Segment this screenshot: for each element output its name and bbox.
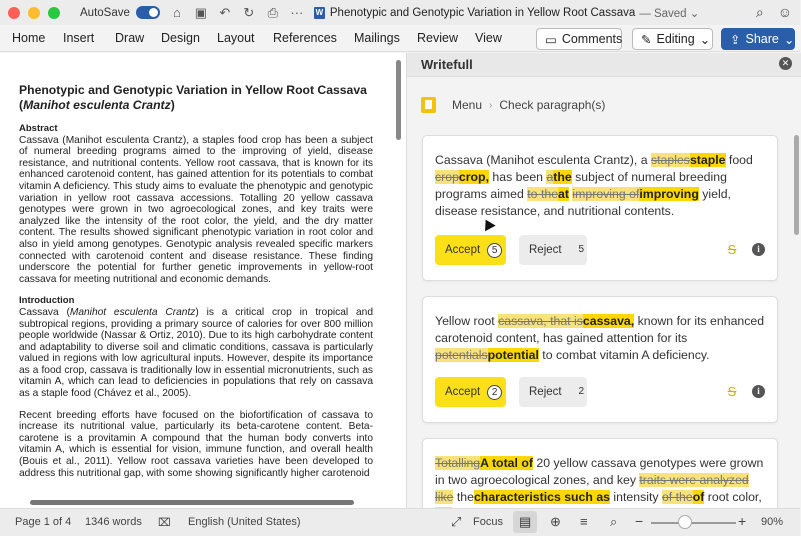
tab-draw[interactable]: Draw	[115, 31, 145, 45]
share-label: Share	[745, 32, 779, 46]
minimize-window-button[interactable]	[28, 7, 40, 19]
unchanged-text: the	[453, 490, 474, 504]
reject-count: 5	[578, 243, 585, 255]
unchanged-text: intensity	[610, 490, 662, 504]
autosave-toggle[interactable]	[136, 6, 160, 19]
accept-label: Accept	[445, 386, 481, 398]
inserted-text[interactable]: A total of	[480, 456, 533, 470]
unchanged-text: subject of numeral breeding programs aimed	[435, 170, 727, 201]
inserted-text[interactable]: the	[553, 170, 572, 184]
suggestion-text[interactable]	[435, 152, 767, 220]
window-controls	[8, 7, 60, 19]
menu-link[interactable]: Menu	[452, 98, 483, 112]
writefull-pane	[406, 53, 800, 508]
chevron-down-icon: ⌄	[699, 32, 711, 47]
deleted-text[interactable]: of the	[661, 490, 693, 504]
unchanged-text: yield, disease resistance, and nutritional contents.	[435, 187, 731, 218]
draft-icon[interactable]: ⌕	[610, 514, 618, 529]
share-button[interactable]	[721, 28, 795, 50]
strikethrough-icon[interactable]: S	[727, 242, 737, 257]
tab-view[interactable]: View	[475, 31, 502, 45]
language-label[interactable]: English (United States)	[188, 516, 301, 528]
reject-count: 2	[578, 385, 585, 397]
info-icon[interactable]: i	[752, 385, 765, 398]
tab-review[interactable]: Review	[417, 31, 458, 45]
accept-label: Accept	[445, 244, 481, 256]
tab-mailings[interactable]: Mailings	[354, 31, 400, 45]
writefull-header	[407, 53, 801, 77]
reject-label: Reject	[529, 386, 562, 398]
zoom-in-icon[interactable]: +	[738, 513, 747, 529]
redo-icon[interactable]: ↻	[243, 4, 255, 20]
inserted-text[interactable]: cassava,	[582, 314, 635, 328]
undo-icon[interactable]: ↶	[219, 4, 231, 20]
reject-label: Reject	[529, 244, 562, 256]
document-heading: Phenotypic and Genotypic Variation in Yellow Root Cassava (Manihot esculenta Crantz)	[19, 83, 367, 112]
save-icon[interactable]: ▣	[194, 4, 208, 20]
info-icon[interactable]: i	[752, 243, 765, 256]
title-bar	[0, 0, 800, 25]
unchanged-text: food	[725, 153, 753, 167]
accept-count: 5	[487, 243, 502, 258]
word-count[interactable]: 1346 words	[85, 516, 142, 528]
tab-insert[interactable]: Insert	[63, 31, 95, 45]
suggestion-card-1[interactable]	[422, 135, 778, 281]
inserted-text[interactable]: potential	[487, 348, 539, 362]
accept-button[interactable]	[435, 235, 506, 265]
writefull-title: Writefull	[421, 57, 473, 72]
inserted-text[interactable]: of	[692, 490, 705, 504]
document-canvas[interactable]	[0, 53, 406, 508]
accept-button[interactable]	[435, 377, 506, 407]
focus-icon[interactable]: ⤢	[451, 514, 462, 529]
reject-button[interactable]	[519, 235, 587, 265]
page-count[interactable]: Page 1 of 4	[15, 516, 72, 528]
abstract-heading: Abstract	[19, 123, 58, 134]
writefull-logo-icon	[421, 97, 436, 113]
print-layout-button[interactable]	[513, 511, 537, 533]
web-layout-icon[interactable]: ⊕	[550, 514, 561, 529]
inserted-text[interactable]: crop,	[458, 170, 489, 184]
print-layout-icon: ▤	[519, 514, 532, 529]
comment-icon: ▭	[545, 32, 557, 47]
unchanged-text: Cassava (Manihot esculenta Crantz), a	[435, 153, 651, 167]
search-icon[interactable]: ⌕	[755, 4, 764, 20]
document-horizontal-scrollbar[interactable]	[30, 500, 354, 505]
deleted-text[interactable]: traits were analyzed like	[435, 473, 749, 504]
pencil-icon: ✎	[641, 32, 652, 47]
strikethrough-icon[interactable]: S	[727, 384, 737, 399]
focus-label[interactable]: Focus	[473, 516, 503, 528]
share-icon: ⇪	[730, 32, 741, 47]
document-vertical-scrollbar[interactable]	[396, 60, 401, 140]
tab-references[interactable]: References	[273, 31, 337, 45]
zoom-out-icon[interactable]: −	[635, 513, 644, 529]
unchanged-text: 20 yellow cassava genotypes were grown in two agroecological zones, and key	[435, 456, 764, 487]
chevron-down-icon: ⌄	[783, 32, 795, 47]
intro-paragraph-1: Cassava (Manihot esculenta Crantz) is a critical crop in tropical and subtropical regions, providing a primary source of calories for over 800 million people worldwide (Nassar & Ortiz, 2010). Due to its high carbohydrate content and adaptability to diverse soil and climatic conditions, cassava is particularly valued in regions with low agricultural inputs. However, despite its importance as a food crop, cassava is traditionally low in essential micronutrients, such as vitamin A, which can lead to deficiencies in populations that rely on cassava as a staple food (Chávez et al., 2005).	[19, 306, 374, 400]
deleted-text[interactable]: to the	[527, 187, 559, 201]
feedback-icon[interactable]: ☺	[777, 4, 792, 20]
autosave-label: AutoSave	[80, 6, 130, 19]
close-icon[interactable]: ✕	[779, 57, 792, 70]
deleted-text[interactable]: improving of	[572, 187, 640, 201]
accept-count: 2	[487, 385, 502, 400]
proofing-icon[interactable]: ⌧	[158, 517, 171, 529]
unchanged-text: Yellow root	[435, 314, 499, 328]
breadcrumb-separator: ›	[489, 99, 493, 111]
document-title[interactable]: Phenotypic and Genotypic Variation in Yellow Root Cassava	[329, 6, 636, 19]
deleted-text[interactable]: cassava, that is	[498, 314, 583, 328]
more-icon[interactable]: ···	[290, 5, 304, 20]
unchanged-text: root color,	[704, 490, 762, 504]
intro-heading: Introduction	[19, 295, 75, 307]
saved-status[interactable]: — Saved ⌄	[639, 7, 700, 20]
deleted-text[interactable]: a	[546, 170, 554, 184]
zoom-window-button[interactable]	[48, 7, 60, 19]
unchanged-text: known for its enhanced carotenoid content, has gained attention for its	[435, 314, 765, 345]
suggestion-card-2[interactable]	[422, 296, 778, 423]
comments-label: Comments	[561, 32, 623, 46]
word-doc-icon: W	[315, 7, 324, 17]
check-paragraphs-label: Check paragraph(s)	[499, 98, 606, 112]
unchanged-text: has been	[489, 170, 547, 184]
inserted-text[interactable]: improving	[639, 187, 699, 201]
status-bar	[0, 508, 800, 536]
unchanged-text: to combat vitamin A deficiency.	[538, 348, 710, 362]
deleted-text[interactable]: staples	[650, 153, 690, 167]
document-page[interactable]	[19, 83, 373, 489]
writefull-breadcrumb	[421, 97, 605, 113]
print-icon[interactable]: ⎙	[267, 4, 279, 20]
abstract-paragraph: Cassava (Manihot esculenta Crantz), a staples food crop has been a subject of numeral breeding programs aimed to the improving of yield, disease resistance, and nutritional contents. Yellow root cassava, that is known for its enhanced carotenoid content, has gained attention for its potentials to combat vitamin A deficiency. This study aims to evaluate the phenotypic and genotypic variation in yellow root cassava accessions. Totalling 20 yellow cassava genotypes were grown in two agroecological zones, and key traits were analyzed like the intensity of the root color, the yield, and the dry matter content. The results showed significant phenotypic variation in root color and also in yield among genotypes. Genotypic analysis revealed specific markers connected with carotenoid content and disease resistance. These finding underscore the potential for further genetic improvements in yellow-root cassava for meeting nutritional and economic demands.	[19, 134, 373, 285]
suggestion-text[interactable]	[435, 313, 767, 364]
comments-button[interactable]	[536, 28, 622, 50]
editing-button[interactable]	[632, 28, 713, 50]
tab-home[interactable]: Home	[12, 31, 46, 45]
tab-design[interactable]: Design	[161, 31, 200, 45]
deleted-text[interactable]: Totalling	[435, 456, 481, 470]
editing-label: Editing	[656, 32, 695, 46]
intro-paragraph-2: Recent breeding efforts have focused on the biofortification of cassava to increase its nutritional value, particularly its beta-carotene content. Beta-carotene is a provitamin A compound that the human body converts into vitamin A, which is essential for vision, immune function, and overall health (Bouis et al., 2011). Yellow root cassava varieties have been developed to address this nutritional gap, with some showing significantly higher carotenoid	[19, 409, 373, 479]
deleted-text[interactable]: potentials	[435, 348, 488, 362]
reject-button[interactable]	[519, 377, 587, 407]
close-window-button[interactable]	[8, 7, 20, 19]
zoom-slider[interactable]	[651, 522, 736, 524]
deleted-text[interactable]: crop	[435, 170, 459, 184]
zoom-slider-thumb[interactable]	[678, 515, 692, 529]
inserted-text[interactable]: characteristics such as	[473, 490, 610, 504]
inserted-text[interactable]: staple	[689, 153, 726, 167]
home-icon[interactable]: ⌂	[172, 5, 181, 20]
inserted-text[interactable]: at	[558, 187, 569, 201]
tab-layout[interactable]: Layout	[217, 31, 255, 45]
zoom-level[interactable]: 90%	[761, 516, 784, 528]
writefull-scrollbar[interactable]	[794, 135, 799, 235]
outline-icon[interactable]: ≡	[580, 514, 588, 529]
